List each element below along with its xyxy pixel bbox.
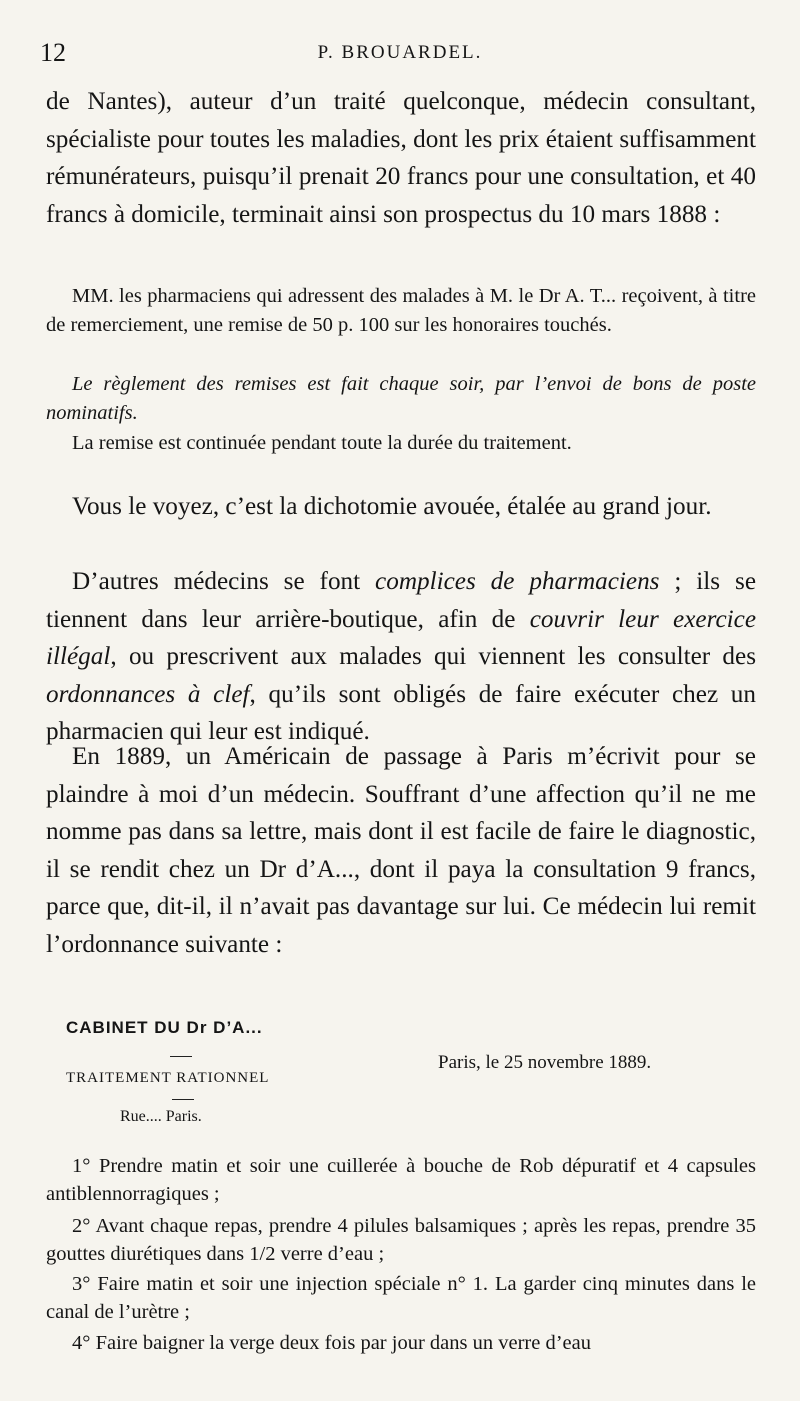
text-run: , ou prescrivent aux malades qui viennent les consulter des (110, 643, 756, 670)
prescription-item-1: 1° Prendre matin et soir une cuillerée à bouche de Rob dépuratif et 4 capsules antiblennorragiques ; (46, 1155, 756, 1205)
text-run: ; ils se tiennent dans leur arrière-boutique, afin de (46, 568, 757, 633)
running-head (40, 38, 760, 72)
text-run: , qu’ils sont obligés de faire exécuter chez un pharmacien qui leur est indiqué. (46, 680, 756, 745)
running-title: P. BROUARDEL. (317, 42, 483, 63)
prescription-item-2: 2° Avant chaque repas, prendre 4 pilules balsamiques ; après les repas, prendre 35 gouttes diurétiques dans 1/2 verre d’eau ; (46, 1215, 756, 1265)
paragraph-intro: de Nantes), auteur d’un traité quelconque, médecin consultant, spécialiste pour toutes les maladies, dont les prix étaient suffisamment rémunérateurs, puisqu’il prenait 20 francs pour une consultation, et 40 francs à domicile, terminait ainsi son prospectus du 10 mars 1888 : (46, 88, 756, 228)
paragraph-dichotomie: Vous le voyez, c’est la dichotomie avouée, étalée au grand jour. (72, 493, 712, 520)
page-number: 12 (40, 38, 66, 67)
prescription-item-3: 3° Faire matin et soir une injection spéciale n° 1. La garder cinq minutes dans le canal de l’urètre ; (46, 1273, 756, 1323)
paragraph-complices (46, 563, 756, 751)
quote-line-3: La remise est continuée pendant toute la durée du traitement. (72, 432, 572, 454)
italic-run: complices de pharmaciens (375, 568, 660, 595)
treatment-label: TRAITEMENT RATIONNEL (66, 1070, 270, 1086)
cabinet-title: CABINET DU Dr D’A... (66, 1018, 263, 1037)
paragraph-1889: En 1889, un Américain de passage à Paris m’écrivit pour se plaindre à moi d’un médecin. Souffrant d’une affection qu’il ne me nomme pas dans sa lettre, mais dont il est facile de faire le diagnostic, il se rendit chez un Dr d’A..., dont il paya la consultation 9 francs, parce que, dit-il, il n’avait pas davantage sur lui. Ce médecin lui remit l’ordonnance suivante : (46, 743, 756, 958)
prescription-date: Paris, le 25 novembre 1889. (438, 1052, 652, 1073)
italic-run: ordonnances à clef (46, 680, 250, 708)
text-run: D’autres médecins se font (72, 568, 376, 595)
italic-run: couvrir leur exercice illégal (46, 605, 756, 670)
prescription-item-4: 4° Faire baigner la verge deux fois par jour dans un verre d’eau (72, 1332, 591, 1354)
separator-dash (172, 1099, 194, 1100)
address-line: Rue.... Paris. (120, 1108, 202, 1125)
quote-line-2: Le règlement des remises est fait chaque soir, par l’envoi de bons de poste nominatifs. (46, 373, 756, 424)
quote-line-1: MM. les pharmaciens qui adressent des malades à M. le Dr A. T... reçoivent, à titre de remerciement, une remise de 50 p. 100 sur les honoraires touchés. (46, 285, 756, 336)
separator-dash (170, 1056, 192, 1057)
